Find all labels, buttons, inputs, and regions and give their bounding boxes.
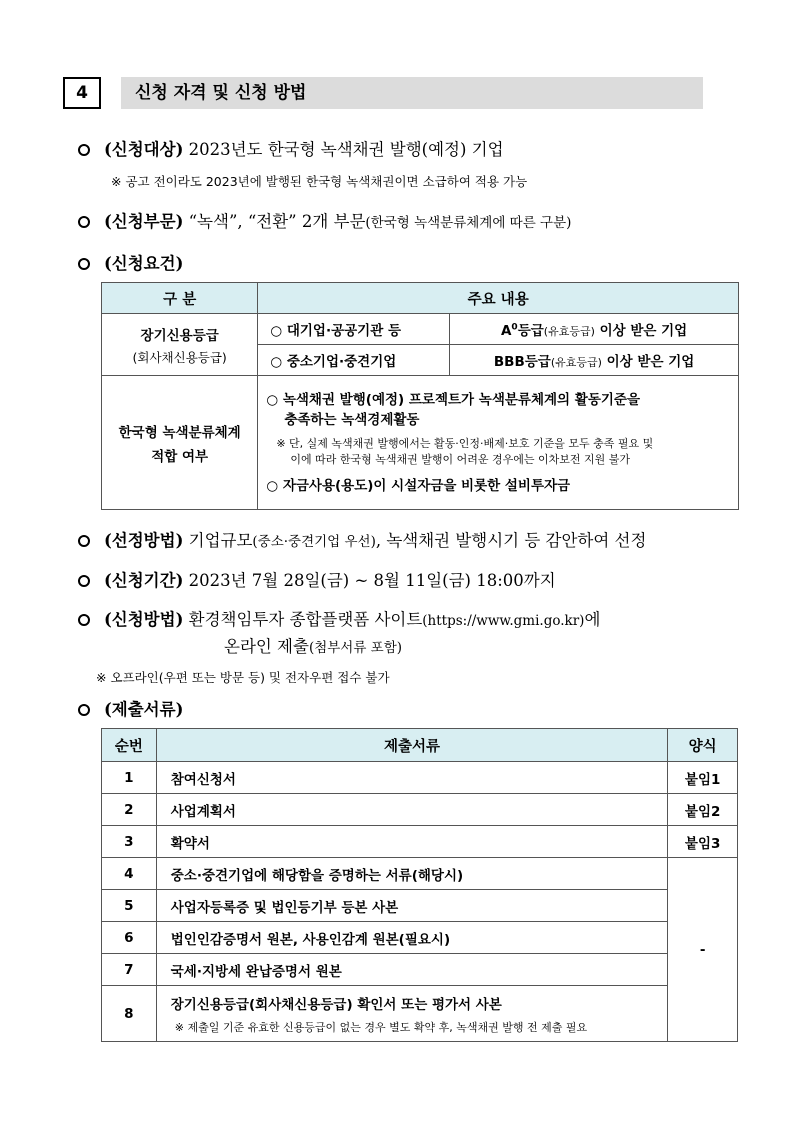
row-number: 8 xyxy=(102,986,157,1042)
item-method xyxy=(78,606,600,630)
item-label: (신청기간) xyxy=(104,571,184,590)
circle-bullet-icon xyxy=(78,144,90,156)
item-suffix: 에 xyxy=(584,610,601,629)
grade-text: BBB등급 xyxy=(493,354,551,370)
row-doc-name: 중소·중견기업에 해당함을 증명하는 서류(해당시) xyxy=(156,858,668,890)
item-text-b: , 녹색채권 발행시기 등 감안하여 선정 xyxy=(375,531,647,550)
item-label: (제출서류) xyxy=(104,700,184,719)
taxonomy-label-line2: 적합 여부 xyxy=(151,448,209,465)
taxonomy-point2: ○ 자금사용(용도)이 시설자금을 비롯한 설비투자금 xyxy=(266,477,571,494)
taxonomy-point1: ○ 녹색채권 발행(예정) 프로젝트가 녹색분류체계의 활동기준을 xyxy=(266,391,640,408)
section-title: 신청 자격 및 신청 방법 xyxy=(121,77,703,109)
taxonomy-note: ※ 단, 실제 녹색채권 발행에서는 활동·인정·배제·보호 기준을 모두 충족 필요 및 xyxy=(276,436,654,450)
table-row xyxy=(102,858,738,890)
item-selection xyxy=(78,527,646,551)
row-number: 2 xyxy=(102,794,157,826)
item-label: (신청요건) xyxy=(104,254,184,273)
item-text: 2023년도 한국형 녹색채권 발행(예정) 기업 xyxy=(188,140,504,159)
taxonomy-label-line1: 한국형 녹색분류체계 xyxy=(118,424,241,441)
table-header: 제출서류 xyxy=(156,729,668,762)
table-row xyxy=(102,922,738,954)
item-category xyxy=(78,208,571,232)
row-number: 7 xyxy=(102,954,157,986)
item-small-text: (중소·중견기업 우선) xyxy=(252,534,376,550)
table-row xyxy=(102,986,738,1042)
circle-bullet-icon xyxy=(78,575,90,587)
row-form: 붙임2 xyxy=(668,794,738,826)
row-form-merged: - xyxy=(668,858,738,1042)
table-row xyxy=(102,890,738,922)
item-text: 환경책임투자 종합플랫폼 사이트 xyxy=(188,610,423,629)
table-cell xyxy=(450,345,739,376)
item-label: (신청대상) xyxy=(104,140,184,159)
row-number: 1 xyxy=(102,762,157,794)
item-documents xyxy=(78,696,183,720)
item-method-line2 xyxy=(224,633,402,657)
target-note: ※ 공고 전이라도 2023년에 발행된 한국형 녹색채권이면 소급하여 적용 가능 xyxy=(111,174,528,189)
item-text: 기업규모 xyxy=(188,531,253,550)
table-header: 구 분 xyxy=(102,283,258,314)
row-doc-name: 사업계획서 xyxy=(156,794,668,826)
grade-small: (유효등급) xyxy=(550,356,602,369)
item-label: (신청방법) xyxy=(104,610,184,629)
credit-label-line2: (회사채신용등급) xyxy=(132,349,227,365)
row-number: 4 xyxy=(102,858,157,890)
taxonomy-point1-cont: 충족하는 녹색경제활동 xyxy=(284,411,420,428)
row-doc-name: 참여신청서 xyxy=(156,762,668,794)
item-target xyxy=(78,136,504,160)
credit-rating-label xyxy=(102,314,258,376)
circle-bullet-icon xyxy=(78,258,90,270)
grade-tail: 이상 받은 기업 xyxy=(601,354,695,370)
item-small-text: (한국형 녹색분류체계에 따른 구분) xyxy=(365,215,572,231)
table-row xyxy=(102,826,738,858)
table-header: 주요 내용 xyxy=(258,283,739,314)
row-number: 3 xyxy=(102,826,157,858)
item-label: (선정방법) xyxy=(104,531,184,550)
item-text: 2023년 7월 28일(금) ~ 8월 11일(금) 18:00까지 xyxy=(188,571,556,590)
table-row xyxy=(102,794,738,826)
taxonomy-note-cont: 이에 따라 한국형 녹색채권 발행이 어려운 경우에는 이차보전 지원 불가 xyxy=(290,452,630,466)
table-cell: ○ 중소기업·중견기업 xyxy=(258,345,450,376)
table-row xyxy=(102,954,738,986)
table-cell xyxy=(450,314,739,345)
grade-rest: 등급 xyxy=(517,323,544,339)
item-url: (https://www.gmi.go.kr) xyxy=(422,613,585,629)
grade-sup: 0 xyxy=(511,322,518,333)
row-number: 5 xyxy=(102,890,157,922)
row-form: 붙임3 xyxy=(668,826,738,858)
table-cell: ○ 대기업·공공기관 등 xyxy=(258,314,450,345)
grade-text: A xyxy=(500,323,512,339)
row-doc-note: ※ 제출일 기준 유효한 신용등급이 없는 경우 별도 확약 후, 녹색채권 발행 전 제출 필요 xyxy=(174,1020,588,1034)
row-doc-name: 장기신용등급(회사채신용등급) 확인서 또는 평가서 사본 xyxy=(170,996,502,1013)
table-header: 순번 xyxy=(102,729,157,762)
item-text: “녹색”, “전환” 2개 부문 xyxy=(188,212,366,231)
taxonomy-label xyxy=(102,376,258,510)
row-doc-name: 사업자등록증 및 법인등기부 등본 사본 xyxy=(156,890,668,922)
item-period xyxy=(78,567,556,591)
section-number: 4 xyxy=(63,77,101,109)
item-requirements xyxy=(78,250,183,274)
table-header: 양식 xyxy=(668,729,738,762)
table-row xyxy=(102,762,738,794)
row-doc-name: 국세·지방세 완납증명서 원본 xyxy=(156,954,668,986)
row-number: 6 xyxy=(102,922,157,954)
grade-tail: 이상 받은 기업 xyxy=(594,323,688,339)
circle-bullet-icon xyxy=(78,614,90,626)
credit-label-line1: 장기신용등급 xyxy=(140,327,219,344)
taxonomy-content xyxy=(258,376,739,510)
circle-bullet-icon xyxy=(78,216,90,228)
item-small-text: (첨부서류 포함) xyxy=(308,640,403,656)
row-doc-name-cell xyxy=(156,986,668,1042)
row-doc-name: 확약서 xyxy=(156,826,668,858)
item-text: 온라인 제출 xyxy=(224,637,309,656)
circle-bullet-icon xyxy=(78,535,90,547)
circle-bullet-icon xyxy=(78,704,90,716)
documents-table xyxy=(101,728,738,1042)
method-note: ※ 오프라인(우편 또는 방문 등) 및 전자우편 접수 불가 xyxy=(96,670,390,685)
item-label: (신청부문) xyxy=(104,212,184,231)
requirements-table xyxy=(101,282,739,510)
grade-small: (유효등급) xyxy=(543,325,595,338)
row-form: 붙임1 xyxy=(668,762,738,794)
row-doc-name: 법인인감증명서 원본, 사용인감계 원본(필요시) xyxy=(156,922,668,954)
